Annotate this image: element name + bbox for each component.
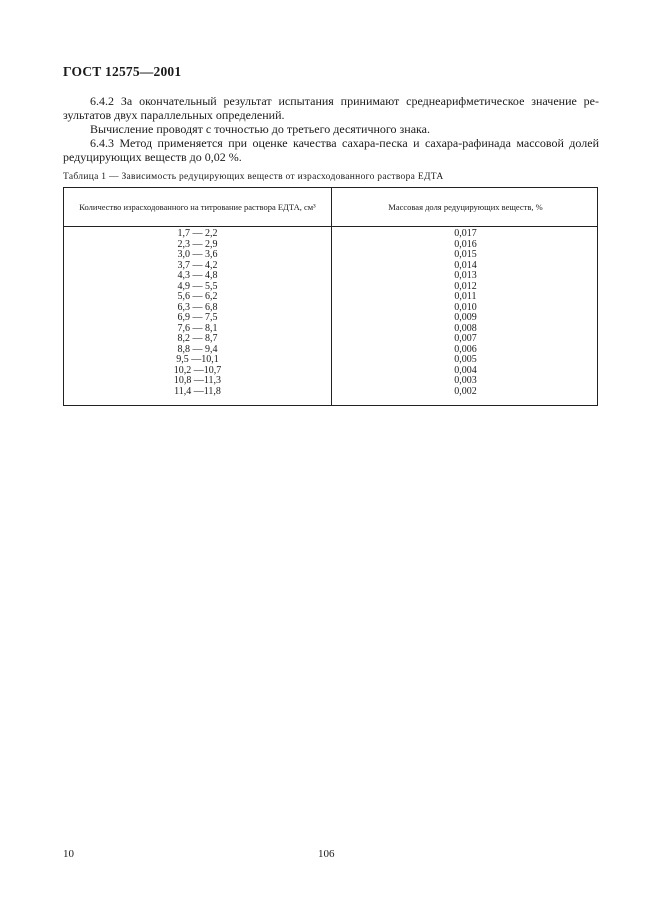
table-row xyxy=(64,387,597,398)
cell-mass-fraction: 0,013 xyxy=(454,270,477,281)
cell-volume: 3,0 — 3,6 xyxy=(177,249,218,260)
cell-mass-fraction: 0,015 xyxy=(454,249,477,260)
table-caption: Таблица 1 — Зависимость редуцирующих веществ от израсходованного раствора ЕДТА xyxy=(63,172,444,182)
cell-volume: 8,2 — 8,7 xyxy=(177,333,218,344)
cell-mass-fraction: 0,006 xyxy=(454,343,477,355)
cell-mass-fraction: 0,014 xyxy=(454,259,477,271)
cell-volume: 5,6 — 6,2 xyxy=(177,291,218,302)
table-row xyxy=(64,303,597,314)
cell-volume: 6,3 — 6,8 xyxy=(177,301,218,313)
paragraph-6-4-3: 6.4.3 Метод применяется при оценке качества сахара-песка и сахара-рафинада массовой долей редуцирующих веществ до 0,02 %. xyxy=(63,136,599,164)
table-row xyxy=(64,324,597,335)
cell-volume: 6,9 — 7,5 xyxy=(177,312,218,323)
paragraph-6-4-2: 6.4.2 За окончательный результат испытания принимают среднеарифметическое значение результатов двух параллельных определений. xyxy=(63,94,599,122)
cell-mass-fraction: 0,012 xyxy=(454,280,477,292)
table-row xyxy=(64,240,597,251)
table-row xyxy=(64,250,597,261)
cell-volume: 8,8 — 9,4 xyxy=(177,343,218,355)
page-number-center: 106 xyxy=(318,848,335,860)
cell-volume: 2,3 — 2,9 xyxy=(177,238,218,250)
cell-volume: 3,7 — 4,2 xyxy=(177,259,218,271)
table-row xyxy=(64,261,597,272)
table-row xyxy=(64,271,597,282)
table-body xyxy=(64,229,597,397)
page-number-left: 10 xyxy=(63,848,74,860)
data-table xyxy=(63,187,598,406)
table-row xyxy=(64,313,597,324)
cell-volume: 11,4 —11,8 xyxy=(174,385,221,397)
cell-mass-fraction: 0,008 xyxy=(454,322,477,334)
cell-mass-fraction: 0,009 xyxy=(454,312,477,323)
cell-mass-fraction: 0,005 xyxy=(454,354,477,365)
cell-volume: 10,2 —10,7 xyxy=(173,364,222,376)
table-row xyxy=(64,345,597,356)
cell-mass-fraction: 0,016 xyxy=(454,238,477,250)
paragraph-calculation: Вычисление проводят с точностью до третьего десятичного знака. xyxy=(90,122,431,136)
cell-volume: 7,6 — 8,1 xyxy=(177,322,218,334)
cell-mass-fraction: 0,011 xyxy=(454,291,477,302)
table-row xyxy=(64,292,597,303)
document-title: ГОСТ 12575—2001 xyxy=(63,64,182,79)
cell-mass-fraction: 0,002 xyxy=(454,385,477,397)
cell-volume: 1,7 — 2,2 xyxy=(177,228,218,239)
cell-volume: 4,3 — 4,8 xyxy=(177,270,218,281)
cell-volume: 9,5 —10,1 xyxy=(176,354,219,365)
table-header-volume: Количество израсходованного на титрование раствора ЕДТА, см³ xyxy=(79,201,316,212)
cell-volume: 10,8 —11,3 xyxy=(173,375,222,386)
cell-mass-fraction: 0,017 xyxy=(454,228,477,239)
body-text xyxy=(63,94,599,164)
table-row xyxy=(64,282,597,293)
table-row xyxy=(64,366,597,377)
cell-mass-fraction: 0,010 xyxy=(454,301,477,313)
table-row xyxy=(64,355,597,366)
cell-mass-fraction: 0,007 xyxy=(454,333,477,344)
table-row xyxy=(64,376,597,387)
table-row xyxy=(64,334,597,345)
cell-volume: 4,9 — 5,5 xyxy=(177,280,218,292)
cell-mass-fraction: 0,003 xyxy=(454,375,477,386)
cell-mass-fraction: 0,004 xyxy=(454,364,477,376)
table-header-mass-fraction: Массовая доля редуцирующих веществ, % xyxy=(388,201,543,212)
table-row xyxy=(64,229,597,240)
